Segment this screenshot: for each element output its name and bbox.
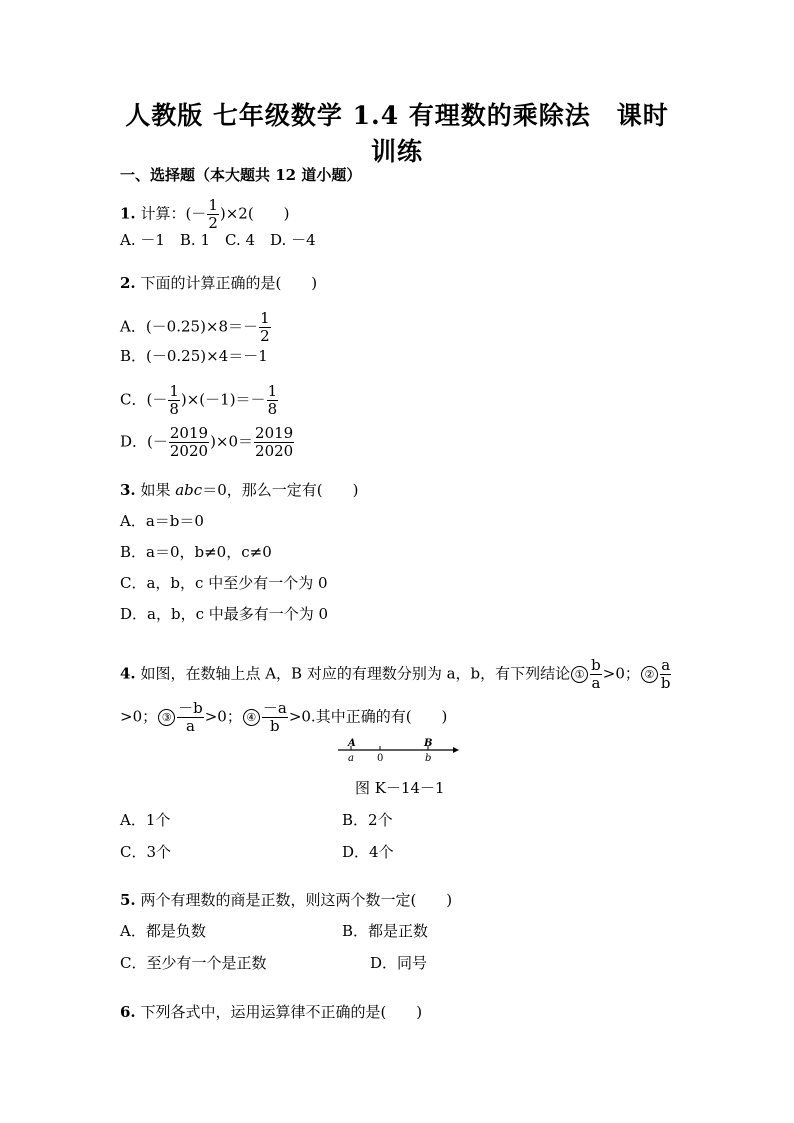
q5-option-d: D．同号 [370, 954, 428, 972]
q5-option-c: C．至少有一个是正数 [120, 954, 267, 972]
q3-option-a: A．a＝b＝0 [120, 512, 204, 530]
q3-stem: 3. 如果 abc＝0，那么一定有( ) [120, 481, 359, 499]
q2-option-d: D．(－ $\frac{2019}{2020}$ )×0＝ $\frac{2019}{2020}$ [120, 424, 294, 460]
axis-label-b: b [425, 753, 432, 764]
q2-option-c: C．(－ $\frac{1}{8}$ )×(－1)＝－ $\frac{1}{8}$ [120, 382, 278, 418]
q1-number: 1. [120, 204, 136, 223]
q1-options: A. －1 B. 1 C. 4 D. －4 [120, 231, 316, 249]
section-heading: 一、选择题（本大题共 12 道小题） [120, 166, 362, 184]
q6-number: 6. [120, 1003, 136, 1021]
q4-option-d: D．4个 [342, 843, 394, 861]
q3-number: 3. [120, 481, 136, 499]
q4-option-c: C．3个 [120, 843, 172, 861]
q1-stem: 1. 计算：(－ $\frac{1}{2}$ )×2( ) [120, 196, 290, 232]
q5-option-a: A．都是负数 [120, 922, 206, 940]
q3-option-d: D．a，b，c 中最多有一个为 0 [120, 605, 329, 623]
q3-option-b: B．a＝0，b≠0，c≠0 [120, 543, 272, 561]
q1-fraction: $\frac{1}{2}$ [208, 196, 218, 232]
q5-stem: 5. 两个有理数的商是正数，则这两个数一定( ) [120, 891, 453, 909]
q5-option-b: B．都是正数 [342, 922, 429, 940]
figure-caption: 图 K－14－1 [355, 779, 445, 797]
q4-stem: 4. 如图，在数轴上点 A，B 对应的有理数分别为 a，b，有下列结论 ① $\frac{b}{a}$ >0； ② $\frac{a}{b}$ [120, 656, 671, 692]
q4-stem-cont: >0； ③ $\frac{-b}{a}$ >0； ④ $\frac{-a}{b}$ >0.其中正确的有( ) [120, 699, 448, 735]
q4-option-a: A．1个 [120, 811, 171, 829]
axis-label-a: a [348, 753, 354, 764]
q5-number: 5. [120, 891, 136, 909]
axis-point-A: A [348, 738, 356, 749]
q2-number: 2. [120, 274, 136, 292]
axis-label-zero: 0 [377, 753, 384, 764]
doc-title-line1: 人教版 七年级数学 1.4 有理数的乘除法 课时 [125, 101, 669, 130]
q6-stem: 6. 下列各式中，运用运算律不正确的是( ) [120, 1003, 423, 1021]
q2-stem: 2. 下面的计算正确的是( ) [120, 274, 318, 292]
q4-option-b: B．2个 [342, 811, 393, 829]
doc-title-line2: 训练 [370, 137, 423, 166]
q2-option-a: A．(－0.25)×8＝－ $\frac{1}{2}$ [120, 309, 270, 345]
q3-option-c: C．a，b，c 中至少有一个为 0 [120, 574, 328, 592]
number-line-figure [335, 735, 460, 765]
q2-option-b: B．(－0.25)×4＝－1 [120, 347, 268, 365]
q4-number: 4. [120, 664, 136, 683]
axis-point-B: B [424, 738, 433, 749]
